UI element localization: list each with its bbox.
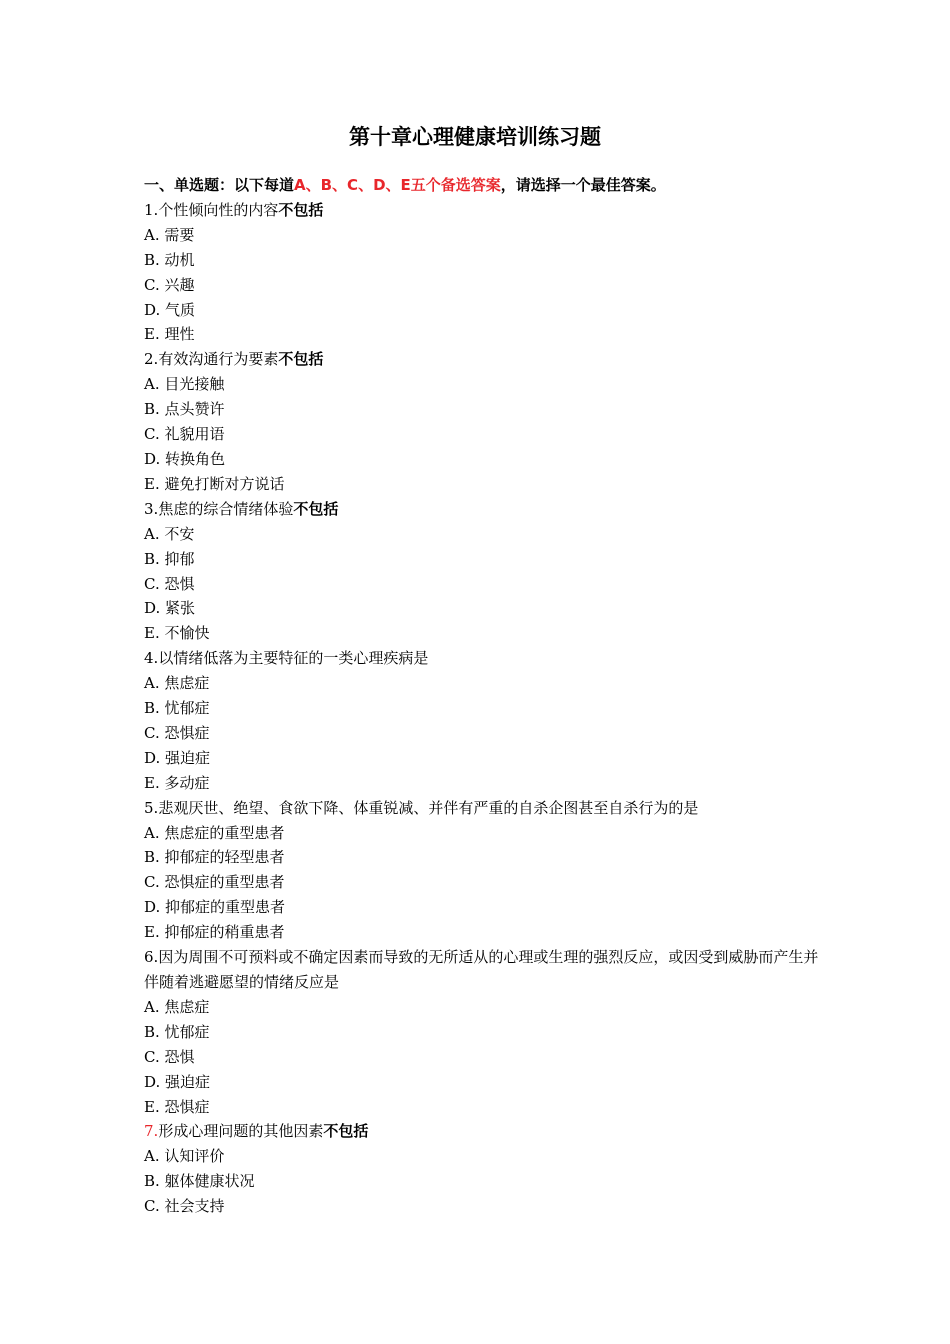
question-number: 5. (144, 798, 159, 817)
answer-option: C. 恐惧症的重型患者 (144, 873, 285, 892)
answer-option: E. 抑郁症的稍重患者 (144, 923, 285, 942)
answer-option: D. 强迫症 (144, 748, 211, 767)
answer-option: B. 忧郁症 (144, 1022, 210, 1041)
answer-option: E. 理性 (144, 325, 195, 344)
question-4 (144, 646, 824, 671)
question-5 (144, 796, 824, 821)
answer-option: C. 恐惧 (144, 1047, 195, 1066)
answer-option: D. 抑郁症的重型患者 (144, 898, 286, 917)
instruction-highlight: A、B、C、D、E五个备选答案 (294, 176, 501, 194)
answer-option: A. 认知评价 (144, 1147, 225, 1166)
question-2 (144, 347, 824, 372)
question-text: 焦虑的综合情绪体验 (158, 499, 294, 518)
question-number: 4. (144, 649, 159, 668)
answer-option: B. 抑郁症的轻型患者 (144, 848, 285, 867)
answer-option: B. 躯体健康状况 (144, 1172, 255, 1191)
answer-option: A. 焦虑症 (144, 674, 210, 693)
answer-option: A. 目光接触 (144, 375, 225, 394)
answer-option: C. 恐惧症 (144, 723, 210, 742)
answer-option: C. 恐惧 (144, 574, 195, 593)
answer-option: B. 忧郁症 (144, 699, 210, 718)
instruction-prefix: 一、单选题：以下每道 (144, 176, 295, 194)
answer-option: D. 转换角色 (144, 449, 226, 468)
question-text: 形成心理问题的其他因素 (158, 1122, 324, 1141)
page-title: 第十章心理健康培训练习题 (349, 125, 601, 149)
question-number: 6. (144, 948, 159, 967)
answer-option: B. 点头赞许 (144, 400, 225, 419)
question-7 (144, 1119, 824, 1144)
answer-option: A. 不安 (144, 524, 195, 543)
question-number: 2. (144, 350, 159, 369)
question-number: 7. (144, 1122, 159, 1141)
question-emphasis: 不包括 (278, 200, 324, 219)
question-text: 个性倾向性的内容 (158, 200, 279, 219)
answer-option: D. 强迫症 (144, 1072, 211, 1091)
question-1 (144, 198, 824, 223)
answer-option: A. 焦虑症的重型患者 (144, 823, 285, 842)
answer-option: C. 兴趣 (144, 275, 195, 294)
answer-option: D. 紧张 (144, 599, 196, 618)
answer-option: A. 焦虑症 (144, 997, 210, 1016)
question-emphasis: 不包括 (278, 350, 324, 369)
question-6 (144, 945, 824, 995)
question-number: 3. (144, 499, 159, 518)
answer-option: C. 社会支持 (144, 1197, 225, 1216)
question-3 (144, 497, 824, 522)
question-emphasis: 不包括 (293, 499, 339, 518)
answer-option: C. 礼貌用语 (144, 425, 225, 444)
question-text: 以情绪低落为主要特征的一类心理疾病是 (158, 649, 429, 668)
instruction-suffix: ，请选择一个最佳答案。 (500, 176, 666, 194)
answer-option: E. 避免打断对方说话 (144, 474, 285, 493)
answer-option: E. 多动症 (144, 773, 210, 792)
question-list (144, 173, 824, 1219)
question-emphasis: 不包括 (323, 1122, 369, 1141)
answer-option: A. 需要 (144, 225, 195, 244)
section-instruction (144, 173, 824, 198)
answer-option: D. 气质 (144, 300, 196, 319)
answer-option: E. 不愉快 (144, 624, 210, 643)
answer-option: E. 恐惧症 (144, 1097, 210, 1116)
question-text: 有效沟通行为要素 (158, 350, 279, 369)
answer-option: B. 动机 (144, 250, 195, 269)
question-text: 悲观厌世、绝望、食欲下降、体重锐减、并伴有严重的自杀企图甚至自杀行为的是 (158, 798, 699, 817)
question-text: 因为周围不可预料或不确定因素而导致的无所适从的心理或生理的强烈反应，或因受到威胁而产生并伴随着逃避愿望的情绪反应是 (144, 948, 819, 991)
answer-option: B. 抑郁 (144, 549, 195, 568)
question-number: 1. (144, 200, 159, 219)
